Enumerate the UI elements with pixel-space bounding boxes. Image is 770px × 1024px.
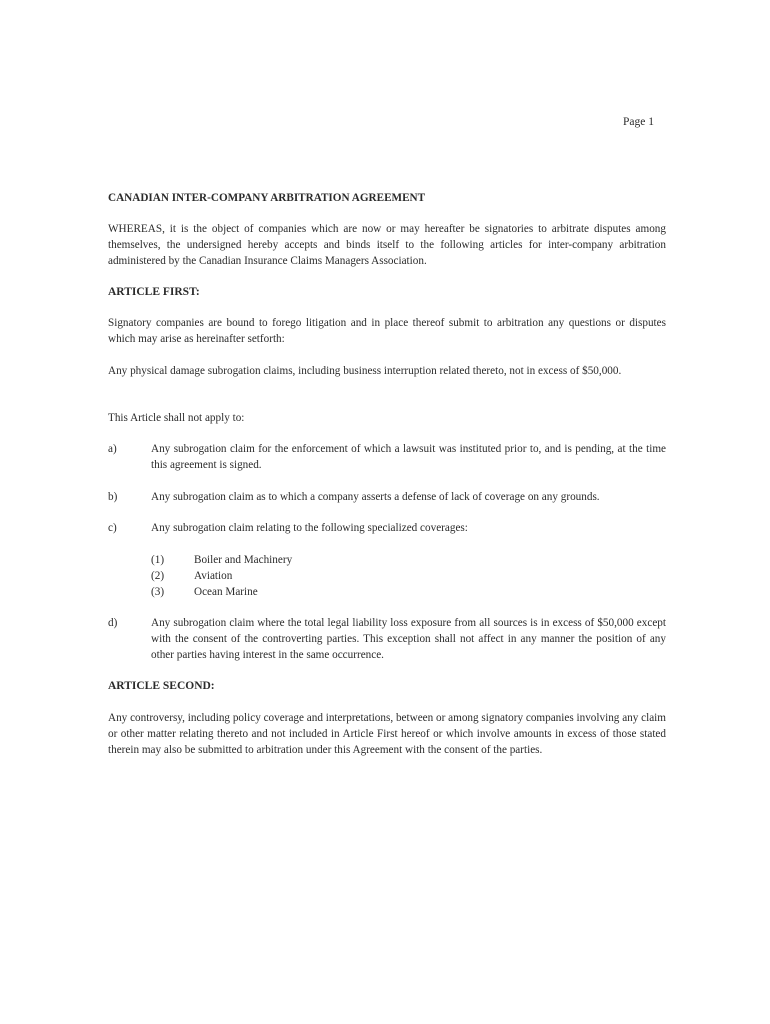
item-b-letter: b) — [108, 491, 118, 503]
item-d-letter: d) — [108, 617, 118, 629]
item-a-letter: a) — [108, 443, 117, 455]
article-first-intro: Signatory companies are bound to forego litigation and in place thereof submit to arbitration any questions or disputes which may arise as hereinafter setforth: — [108, 317, 666, 345]
coverage-2-label: Aviation — [194, 570, 233, 582]
article-second-heading: ARTICLE SECOND: — [108, 680, 215, 692]
article-first-heading: ARTICLE FIRST: — [108, 286, 200, 298]
document-title: CANADIAN INTER-COMPANY ARBITRATION AGREEMENT — [108, 192, 426, 204]
item-b-text: Any subrogation claim as to which a company asserts a defense of lack of coverage on any grounds. — [151, 491, 600, 503]
coverage-1-number: (1) — [151, 554, 165, 566]
item-c-letter: c) — [108, 522, 117, 534]
item-a-text: Any subrogation claim for the enforcement of which a lawsuit was instituted prior to, and is pending, at the time this agreement is signed. — [151, 443, 666, 471]
item-d-text: Any subrogation claim where the total legal liability loss exposure from all sources is in excess of $50,000 except with the consent of the controverting parties. This exception shall not affect in any manner the position of any other parties having interest in the same occurrence. — [151, 617, 666, 661]
coverage-3-label: Ocean Marine — [194, 586, 258, 598]
article-first-scope: Any physical damage subrogation claims, including business interruption related thereto, not in excess of $50,000. — [108, 365, 622, 377]
coverage-3-number: (3) — [151, 586, 165, 598]
whereas-paragraph: WHEREAS, it is the object of companies which are now or may hereafter be signatories to arbitrate disputes among themselves, the undersigned hereby accepts and binds itself to the following articles for inter-company arbitration administered by the Canadian Insurance Claims Managers Association. — [108, 223, 666, 267]
coverage-2-number: (2) — [151, 570, 165, 582]
exclusion-lead: This Article shall not apply to: — [108, 412, 245, 424]
item-c-text: Any subrogation claim relating to the following specialized coverages: — [151, 522, 468, 534]
article-second-text: Any controversy, including policy coverage and interpretations, between or among signatory companies involving any claim or other matter relating thereto and not included in Article First hereof or which involve amounts in excess of those stated therein may also be submitted to arbitration under this Agreement with the consent of the parties. — [108, 712, 666, 756]
coverage-1-label: Boiler and Machinery — [194, 554, 293, 566]
page-number: Page 1 — [623, 116, 654, 128]
